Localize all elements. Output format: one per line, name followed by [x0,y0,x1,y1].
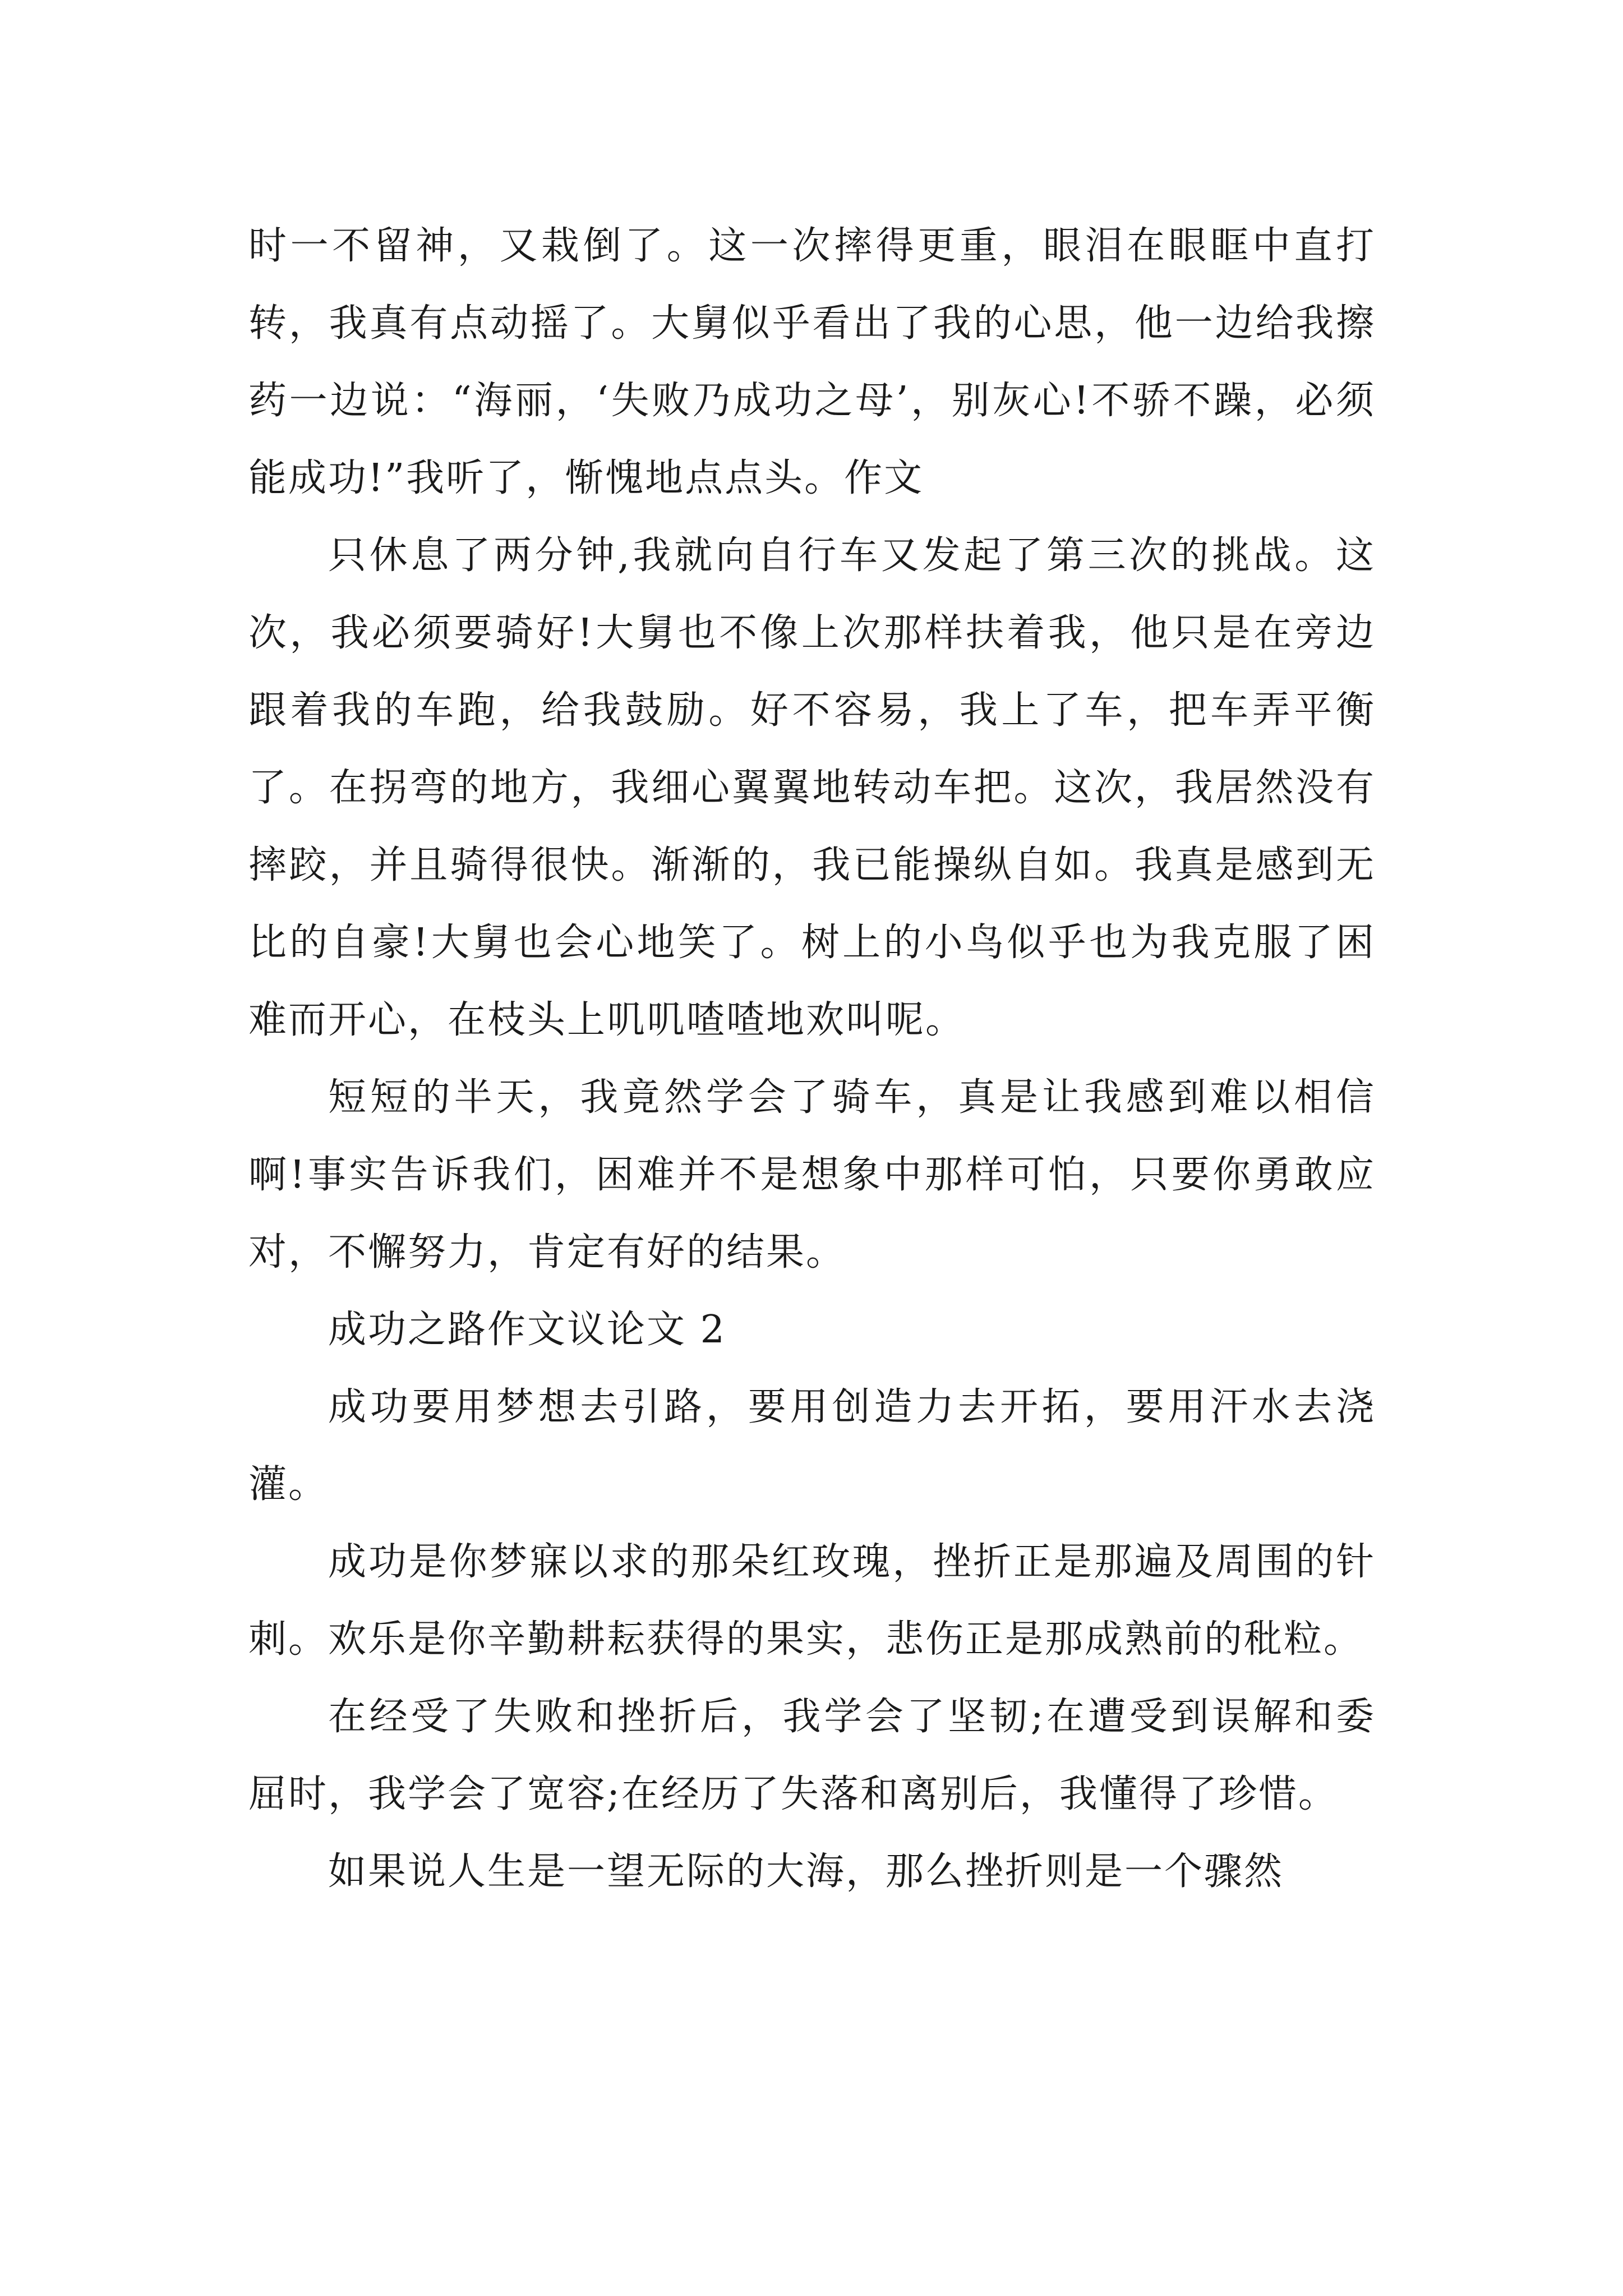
paragraph-4: 成功要用梦想去引路，要用创造力去开拓，要用汗水去浇灌。 [248,1385,1376,1507]
section-heading: 成功之路作文议论文 2 [328,1308,726,1352]
paragraph-2: 只休息了两分钟,我就向自行车又发起了第三次的挑战。这次，我必须要骑好!大舅也不像上次那样扶着我，他只是在旁边跟着我的车跑，给我鼓励。好不容易，我上了车，把车弄平衡了。在拐弯的地方，我细心翼翼地转动车把。这次，我居然没有摔跤，并且骑得很快。渐渐的，我已能操纵自如。我真是感到无比的自豪!大舅也会心地笑了。树上的小鸟似乎也为我克服了困难而开心，在枝头上叽叽喳喳地欢叫呢。 [248,533,1376,1042]
paragraph-7: 如果说人生是一望无际的大海，那么挫折则是一个骤然 [328,1849,1284,1894]
paragraph-3: 短短的半天，我竟然学会了骑车，真是让我感到难以相信啊!事实告诉我们，困难并不是想象中那样可怕，只要你勇敢应对，不懈努力，肯定有好的结果。 [248,1075,1376,1274]
paragraph-1: 时一不留神，又栽倒了。这一次摔得更重，眼泪在眼眶中直打转，我真有点动摇了。大舅似乎看出了我的心思，他一边给我擦药一边说：“海丽，‘失败乃成功之母’，别灰心!不骄不躁，必须能成功!”我听了，惭愧地点点头。作文 [248,224,1376,500]
document-body [248,208,1376,1911]
paragraph-5: 成功是你梦寐以求的那朵红玫瑰，挫折正是那遍及周围的针刺。欢乐是你辛勤耕耘获得的果实，悲伤正是那成熟前的秕粒。 [248,1540,1376,1662]
paragraph-6: 在经受了失败和挫折后，我学会了坚韧;在遭受到误解和委屈时，我学会了宽容;在经历了失落和离别后，我懂得了珍惜。 [248,1695,1376,1816]
